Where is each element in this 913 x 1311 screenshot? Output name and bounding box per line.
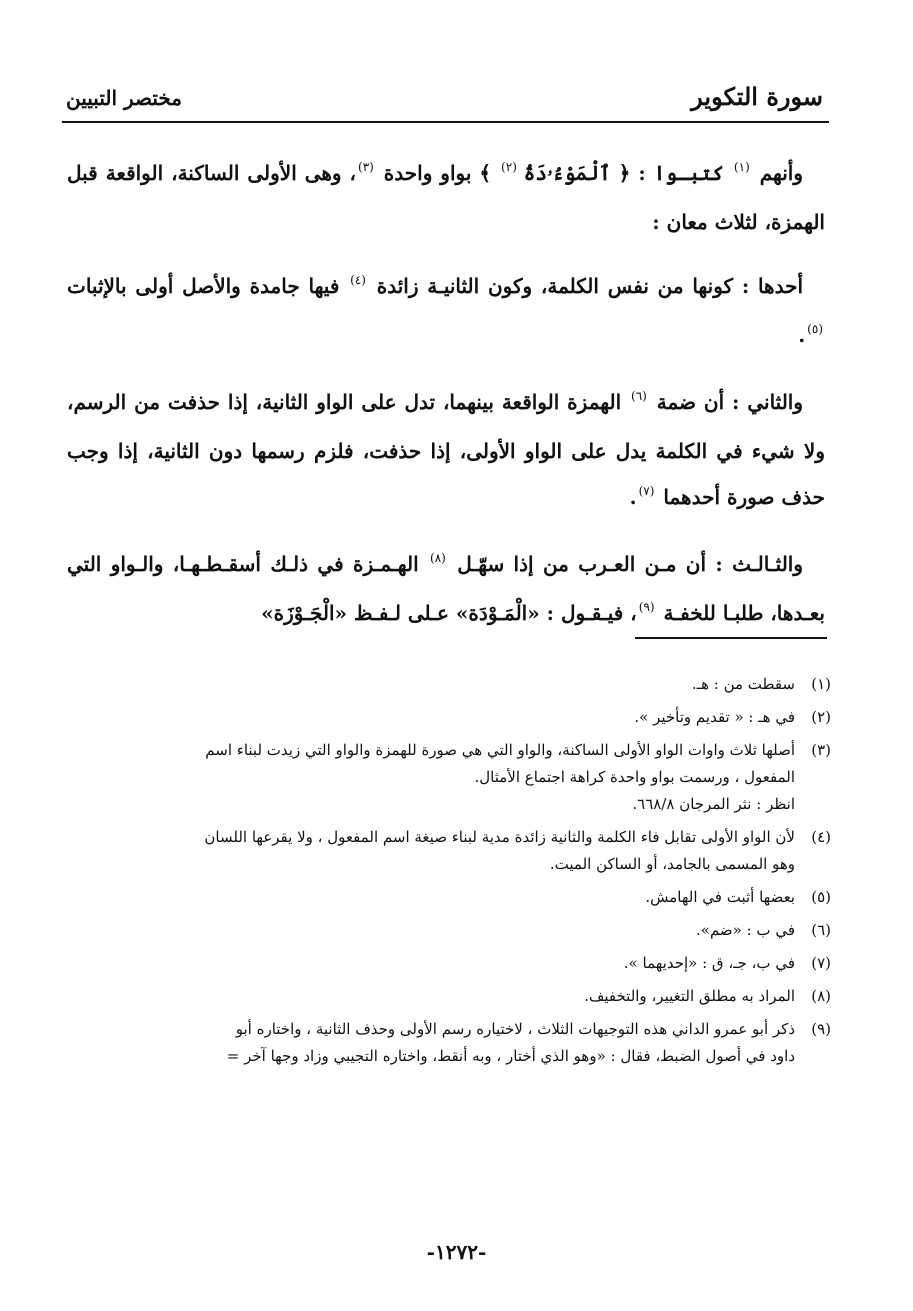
footnote [66,737,831,818]
footnote-text: وهو المسمى بالجامد، أو الساكن الميت. [549,855,795,873]
paragraph-text: ، وهى الأولى الساكنة، الواقعة قبل الهمزة، لثلاث معان : [67,161,825,234]
surah-title: سورة التكوير [691,82,823,111]
footnote-text: في هـ : « تقديم وتأخير ». [634,708,795,726]
footnote [66,950,831,977]
footnote-reference: (٧) [638,484,655,498]
footnote-reference: (١) [733,160,750,174]
footnote-text: المراد به مطلق التغيير، والتخفيف. [584,987,795,1005]
footnote-text: لأن الواو الأولى تقابل فاء الكلمة والثانية زائدة مدية لبناء صيغة اسم المفعول ، ولا يقرعها اللسان [204,828,795,846]
footnote-text: المفعول ، ورسمت بواو واحدة كراهة اجتماع الأمثال. [474,768,795,786]
paragraph-text: وأنهم [751,161,804,185]
footnote [66,917,831,944]
footnote-text: بعضها أثبت في الهامش. [645,888,795,906]
footnote-number: (٦) [811,921,831,939]
main-text [67,150,825,639]
footnote-reference: (٤) [350,273,366,287]
footnote-number: (٣) [811,741,831,759]
paragraph-text: والثاني : أن ضمة [648,390,804,414]
header-divider [62,121,829,123]
footnote-text: انظر : نثر المرجان ٦٦٨/٨. [632,795,795,813]
paragraph-text: ﴾ بواو واحدة [375,161,500,185]
footnote-text: ذكر أبو عمرو الداني هذه التوجيهات الثلاث ، لاختياره رسم الأولى وحذف الثانية ، واختاره أبو [235,1020,795,1038]
footnote-number: (٥) [811,888,831,906]
footnote-number: (٢) [811,708,831,726]
footnote-reference: (٢) [501,160,522,174]
paragraph-text: ٱلْمَوْءُۥدَةُ [523,161,611,185]
footnote [66,1016,831,1070]
body-paragraph [67,263,825,361]
footnote-number: (٤) [811,828,831,846]
footnote [66,884,831,911]
footnote [66,824,831,878]
footnote-text: أصلها ثلاث واوات الواو الأولى الساكنة، والواو التي هي صورة للهمزة والواو التي زيدت لبناء اسم [205,741,795,759]
footnote-text: داود في أصول الضبط، فقال : «وهو الذي أختار ، وبه أنقط، واختاره التجيبي وزاد وجها آخر = [226,1047,795,1065]
paragraph-text: . [629,485,637,509]
paragraph-text: ، فيـقـول : «الْمَـوْدَة» عـلى لـفـظ «الْجَـوْزَة» [261,601,637,625]
book-title: مختصر التبيين [66,86,183,110]
footnote-number: (٨) [811,987,831,1005]
footnote [66,983,831,1010]
running-header [66,82,823,118]
body-paragraph [67,379,825,523]
footnote-reference: (٦) [631,389,647,403]
footnote-reference: (٣) [358,160,374,174]
body-paragraph [67,150,825,245]
paragraph-text: . [798,323,806,347]
paragraph-text: الهـمـزة في ذلـك أسقـطـهـا، والـواو التي بعـدها، طلبـا للخفـة [67,552,825,625]
footnote-text: سقطت من : هـ. [691,675,795,693]
footnotes-divider [635,637,827,639]
footnote-reference: (٩) [638,600,655,614]
footnotes [66,671,831,1076]
page-number: -١٢٧٢- [426,1240,487,1264]
footnote-text: في ب : «ضم». [696,921,795,939]
paragraph-text: فيها جامدة والأصل أولى بالإثبات [67,274,349,298]
footnote-reference: (٥) [807,322,823,336]
body-paragraph [67,541,825,639]
footnote-number: (٩) [811,1020,831,1038]
paragraph-text: والثـالـث : أن مـن العـرب من إذا سهّـل [447,552,804,576]
paragraph-text: كتبـوا : ﴿ [610,161,732,185]
footnote-number: (١) [811,675,831,693]
footnote-number: (٧) [811,954,831,972]
footnote [66,704,831,731]
footnote-text: في ب، جـ، ق : «إحديهما ». [623,954,795,972]
footnote-reference: (٨) [430,551,446,565]
paragraph-text: أحدها : كونها من نفس الكلمة، وكون الثانيـة زائدة [367,274,804,298]
paragraph-text: الهمزة الواقعة بينهما، تدل على الواو الثانية، إذا حذفت من الرسم، ولا شيء في الكلمة يدل على الواو الأولى، إذا حذفت، فلزم رسمها دون الثانية، إذا وجب حذف صورة أحدهما [67,390,825,509]
footnote [66,671,831,698]
